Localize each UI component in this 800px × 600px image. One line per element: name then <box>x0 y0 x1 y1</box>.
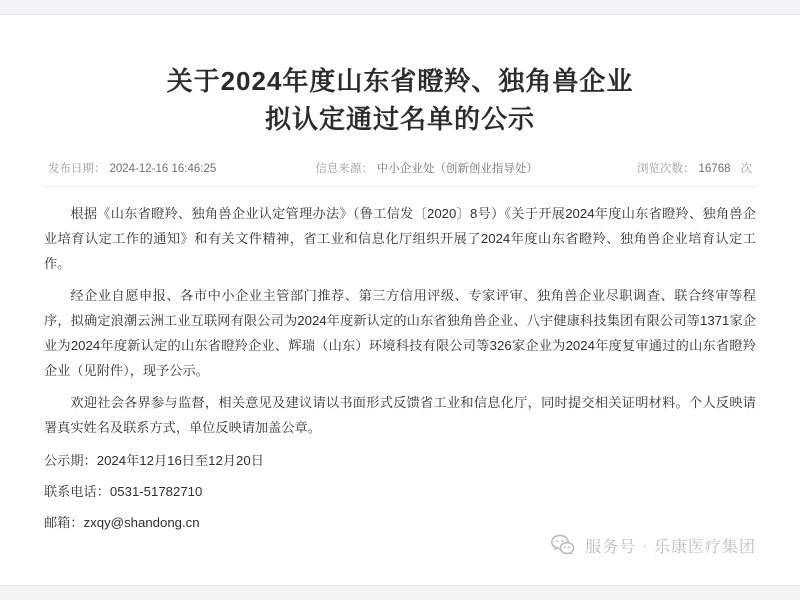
view-count-label: 浏览次数： <box>637 163 695 175</box>
document-meta <box>44 160 756 187</box>
paragraph-1: 根据《山东省瞪羚、独角兽企业认定管理办法》（鲁工信发〔2020〕8号）《关于开展2024年度山东省瞪羚、独角兽企业培育认定工作的通知》和有关文件精神，省工业和信息化厅组织开展了2024年度山东省瞪羚、独角兽企业培育认定工作。 <box>44 206 756 271</box>
notice-period: 公示期：2024年12月16日至12月20日 <box>44 453 264 468</box>
publish-date-label: 发布日期： <box>48 163 106 175</box>
document-content <box>0 14 800 586</box>
document-body <box>44 201 756 534</box>
source-value: 中小企业处（创新创业指导处） <box>376 163 538 175</box>
wechat-icon <box>550 532 576 558</box>
watermark-name: 乐康医疗集团 <box>653 538 756 556</box>
publish-date <box>48 160 216 176</box>
page-title <box>44 62 756 138</box>
contact-email: 邮箱：zxqy@shandong.cn <box>44 515 200 530</box>
contact-block <box>44 450 756 534</box>
source-label: 信息来源： <box>315 163 373 175</box>
watermark <box>550 532 756 558</box>
watermark-separator: · <box>642 537 648 553</box>
contact-phone: 联系电话：0531-51782710 <box>44 484 203 499</box>
page-title-line-2: 拟认定通过名单的公示 <box>264 104 535 134</box>
top-strip <box>0 0 800 15</box>
paragraph-2: 经企业自愿申报、各市中小企业主管部门推荐、第三方信用评级、专家评审、独角兽企业尽职调查、联合终审等程序，拟确定浪潮云洲工业互联网有限公司为2024年度新认定的山东省独角兽企业、八宇健康科技集团有限公司等1371家企业为2024年度新认定的山东省瞪羚企业、辉瑞（山东）环境科技有限公司等326家企业为2024年度复审通过的山东省瞪羚企业（见附件），现予公示。 <box>44 288 756 378</box>
bottom-strip <box>0 585 800 600</box>
view-count <box>637 160 752 176</box>
page-title-line-1: 关于2024年度山东省瞪羚、独角兽企业 <box>166 66 634 96</box>
publish-date-value: 2024-12-16 16:46:25 <box>109 163 217 175</box>
view-count-value: 16768 <box>698 163 731 175</box>
watermark-prefix: 服务号 <box>585 538 637 556</box>
source <box>315 160 538 176</box>
paragraph-3: 欢迎社会各界参与监督，相关意见及建议请以书面形式反馈省工业和信息化厅，同时提交相关证明材料。个人反映请署真实姓名及联系方式，单位反映请加盖公章。 <box>44 395 756 435</box>
view-count-unit: 次 <box>740 163 752 175</box>
